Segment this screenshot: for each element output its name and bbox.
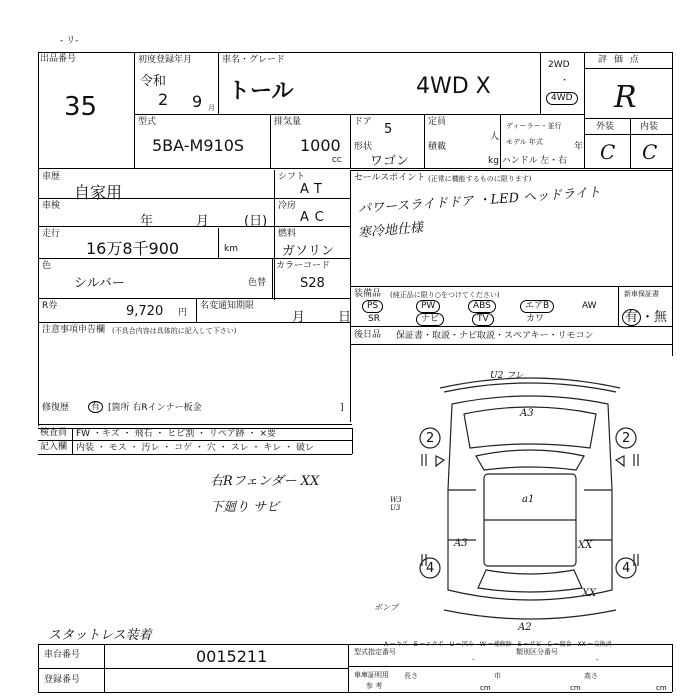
cc-unit: CC [332,156,342,164]
mark-a2: A2 [518,622,532,633]
handnote-studless: スタットレス装着 [48,628,152,643]
ac-value: AC [300,210,330,225]
color-code-label: カラーコード [276,261,331,271]
category-num-label: 類別区分番号 [516,648,558,656]
width-cm: cm [570,684,581,692]
year-unit: 年 [574,142,584,152]
notice-day: 日 [338,310,352,325]
equip-leather: カワ [526,314,545,324]
equip-tv: TV [472,313,494,326]
sales-note: (正常に機能するものに限ります) [428,175,532,183]
inspection-label: 車検 [42,201,61,211]
model-label: 型式 [138,117,157,127]
length-cm: cm [480,684,491,692]
reg-year: 2 [158,90,169,109]
inspection-day: (日) [244,214,268,229]
equip-abs: ABS [468,300,496,313]
mileage: 16万8千900 [86,239,180,258]
history-label: 車歴 [42,172,61,182]
inspector-row2: 内装 ・ モス ・ 汚レ ・ コゲ ・ 穴 ・ スレ ・ キレ ・ 破レ [76,443,314,453]
mark-pump: ポンプ [374,603,398,612]
sales-line2: 寒冷地仕様 [357,220,424,241]
chassis-number: 0015211 [196,647,268,666]
reg-month: 9 [192,92,203,111]
first-reg-label: 初度登録年月 [138,55,193,65]
notice-label: 名変通知期限 [200,301,255,311]
capacity-label: 定員 [428,117,447,127]
equip-pw: PW [416,300,440,313]
warranty-label: 新車保証書 [624,290,659,298]
lot-number: 35 [64,92,98,122]
kg-handle: kg ハンドル [488,156,538,166]
extra-items: 保証書・取説・ナビ取説・スペアキー・リモコン [396,331,594,341]
grade: 4WD X [416,74,491,99]
drive-2wd: 2WD [548,60,570,70]
mileage-label: 走行 [42,229,61,239]
model-year-label: モデル 年式 [506,138,543,146]
color-value: シルバー [74,276,125,291]
name-label: 車名・グレード [222,55,286,65]
interior-label: 内装 [640,122,659,132]
garage-label: 車庫証明用 [354,671,389,679]
ac-label: 冷房 [278,201,297,211]
warranty-sep: ・無 [641,310,668,325]
equip-aw: AW [582,301,597,311]
reg-label: 登録番号 [44,675,81,685]
equipment-label: 装備品 [354,289,382,299]
tire-front-right: 2 [622,431,631,446]
width-label: 巾 [494,672,501,680]
displacement-label: 排気量 [274,117,302,127]
handle-side: 左・右 [540,156,568,166]
exterior-grade: C [600,140,616,164]
shape-label: 形状 [354,142,373,152]
extra-label: 後日品 [354,330,382,340]
mark-a1-roof: a1 [522,494,535,505]
damage-legend [384,641,612,649]
displacement: 1000 [300,136,341,155]
mark-a3-hood: A3 [520,408,534,419]
inspector-label2: 記入欄 [40,442,68,452]
inspection-year: 年 [140,214,154,229]
repair-detail: [箇所 右Rインナー板金 [108,403,202,413]
repair-close: ] [340,403,344,413]
equip-navi: ナビ [416,313,444,326]
notice-month: 月 [292,310,306,325]
remarks-note: (不具合内容は具体的に記入して下さい) [112,327,237,335]
era: 令和 [140,74,167,89]
shift-value: AT [300,182,328,197]
length-label: 長さ [404,672,418,680]
ref-label: 参 考 [366,682,383,690]
shape: ワゴン [370,154,410,169]
type-num-label: 型式指定番号 [354,648,396,656]
fuel-label: 燃料 [278,229,297,239]
sales-label: セールスポイント [354,173,426,183]
interior-grade: C [642,140,658,164]
recycle-amount: 9,720 [126,304,164,319]
load-label: 積載 [428,142,447,152]
recycle-yen: 円 [178,308,188,318]
equip-ps: PS [362,300,383,313]
warranty-yes: 有 [622,309,641,326]
handnote-underbody: 下廻り サビ [210,500,280,515]
lot-label: 出品番号 [40,54,77,64]
tire-rear-left: 4 [426,561,435,576]
sales-line1: パワースライドドア ・LED ヘッドライト [357,185,602,217]
color-label: 色 [42,261,52,271]
drive-4wd: 4WD [546,92,578,105]
month-unit: 月 [208,104,215,112]
history-value: 自家用 [74,183,123,202]
mark-u2: U2 フレ [490,371,524,381]
inspector-row1: FW ・キズ ・ 飛石 ・ ヒビ割 ・ リペア跡 ・ ×要 [76,429,277,439]
remarks-label: 注意事項申告欄 [42,325,106,335]
rating-score: R [614,80,637,115]
km-unit: km [224,244,238,254]
equipment-note: (純正品に限り○をつけてください) [390,291,500,299]
mark-a3-left: A3 [454,538,468,549]
mark-w3u3: W3 U3 [390,496,402,512]
top-scribble: - リ- [60,36,79,46]
fuel-value: ガソリン [282,244,335,259]
rating-label: 評 価 点 [598,55,641,65]
color-swap-label: 色替 [248,278,267,288]
chassis-label: 車台番号 [44,650,81,660]
tire-front-left: 2 [426,431,435,446]
model: 5BA-M910S [152,136,245,155]
exterior-label: 外装 [596,122,615,132]
height-cm: cm [656,684,667,692]
inspection-month: 月 [196,214,210,229]
inspector-label1: 検査員 [40,428,68,438]
tire-rear-right: 4 [622,561,631,576]
dealer-label: ディーラー・並行 [506,122,562,130]
recycle-label: R券 [42,301,58,311]
repair-label: 修復歴 [42,403,70,413]
type-sep: - [472,656,475,664]
capacity-unit: 人 [490,132,500,142]
mark-xx-right: XX [578,540,593,551]
doors: 5 [384,122,393,137]
equip-airbag: エアB [520,300,554,313]
handnote-fender: 右Rフェンダー XX [210,474,320,489]
door-label: ドア [354,117,372,127]
shift-label: シフト [278,172,306,182]
color-code: S28 [300,276,325,291]
mark-xx-rear: XX [582,588,597,599]
car-name: トール [228,79,294,104]
equip-sr: SR [368,314,380,324]
drive-dot: ・ [560,76,570,86]
height-label: 高さ [584,672,598,680]
category-sep: - [596,656,599,664]
repair-yes: 有 [88,401,103,413]
